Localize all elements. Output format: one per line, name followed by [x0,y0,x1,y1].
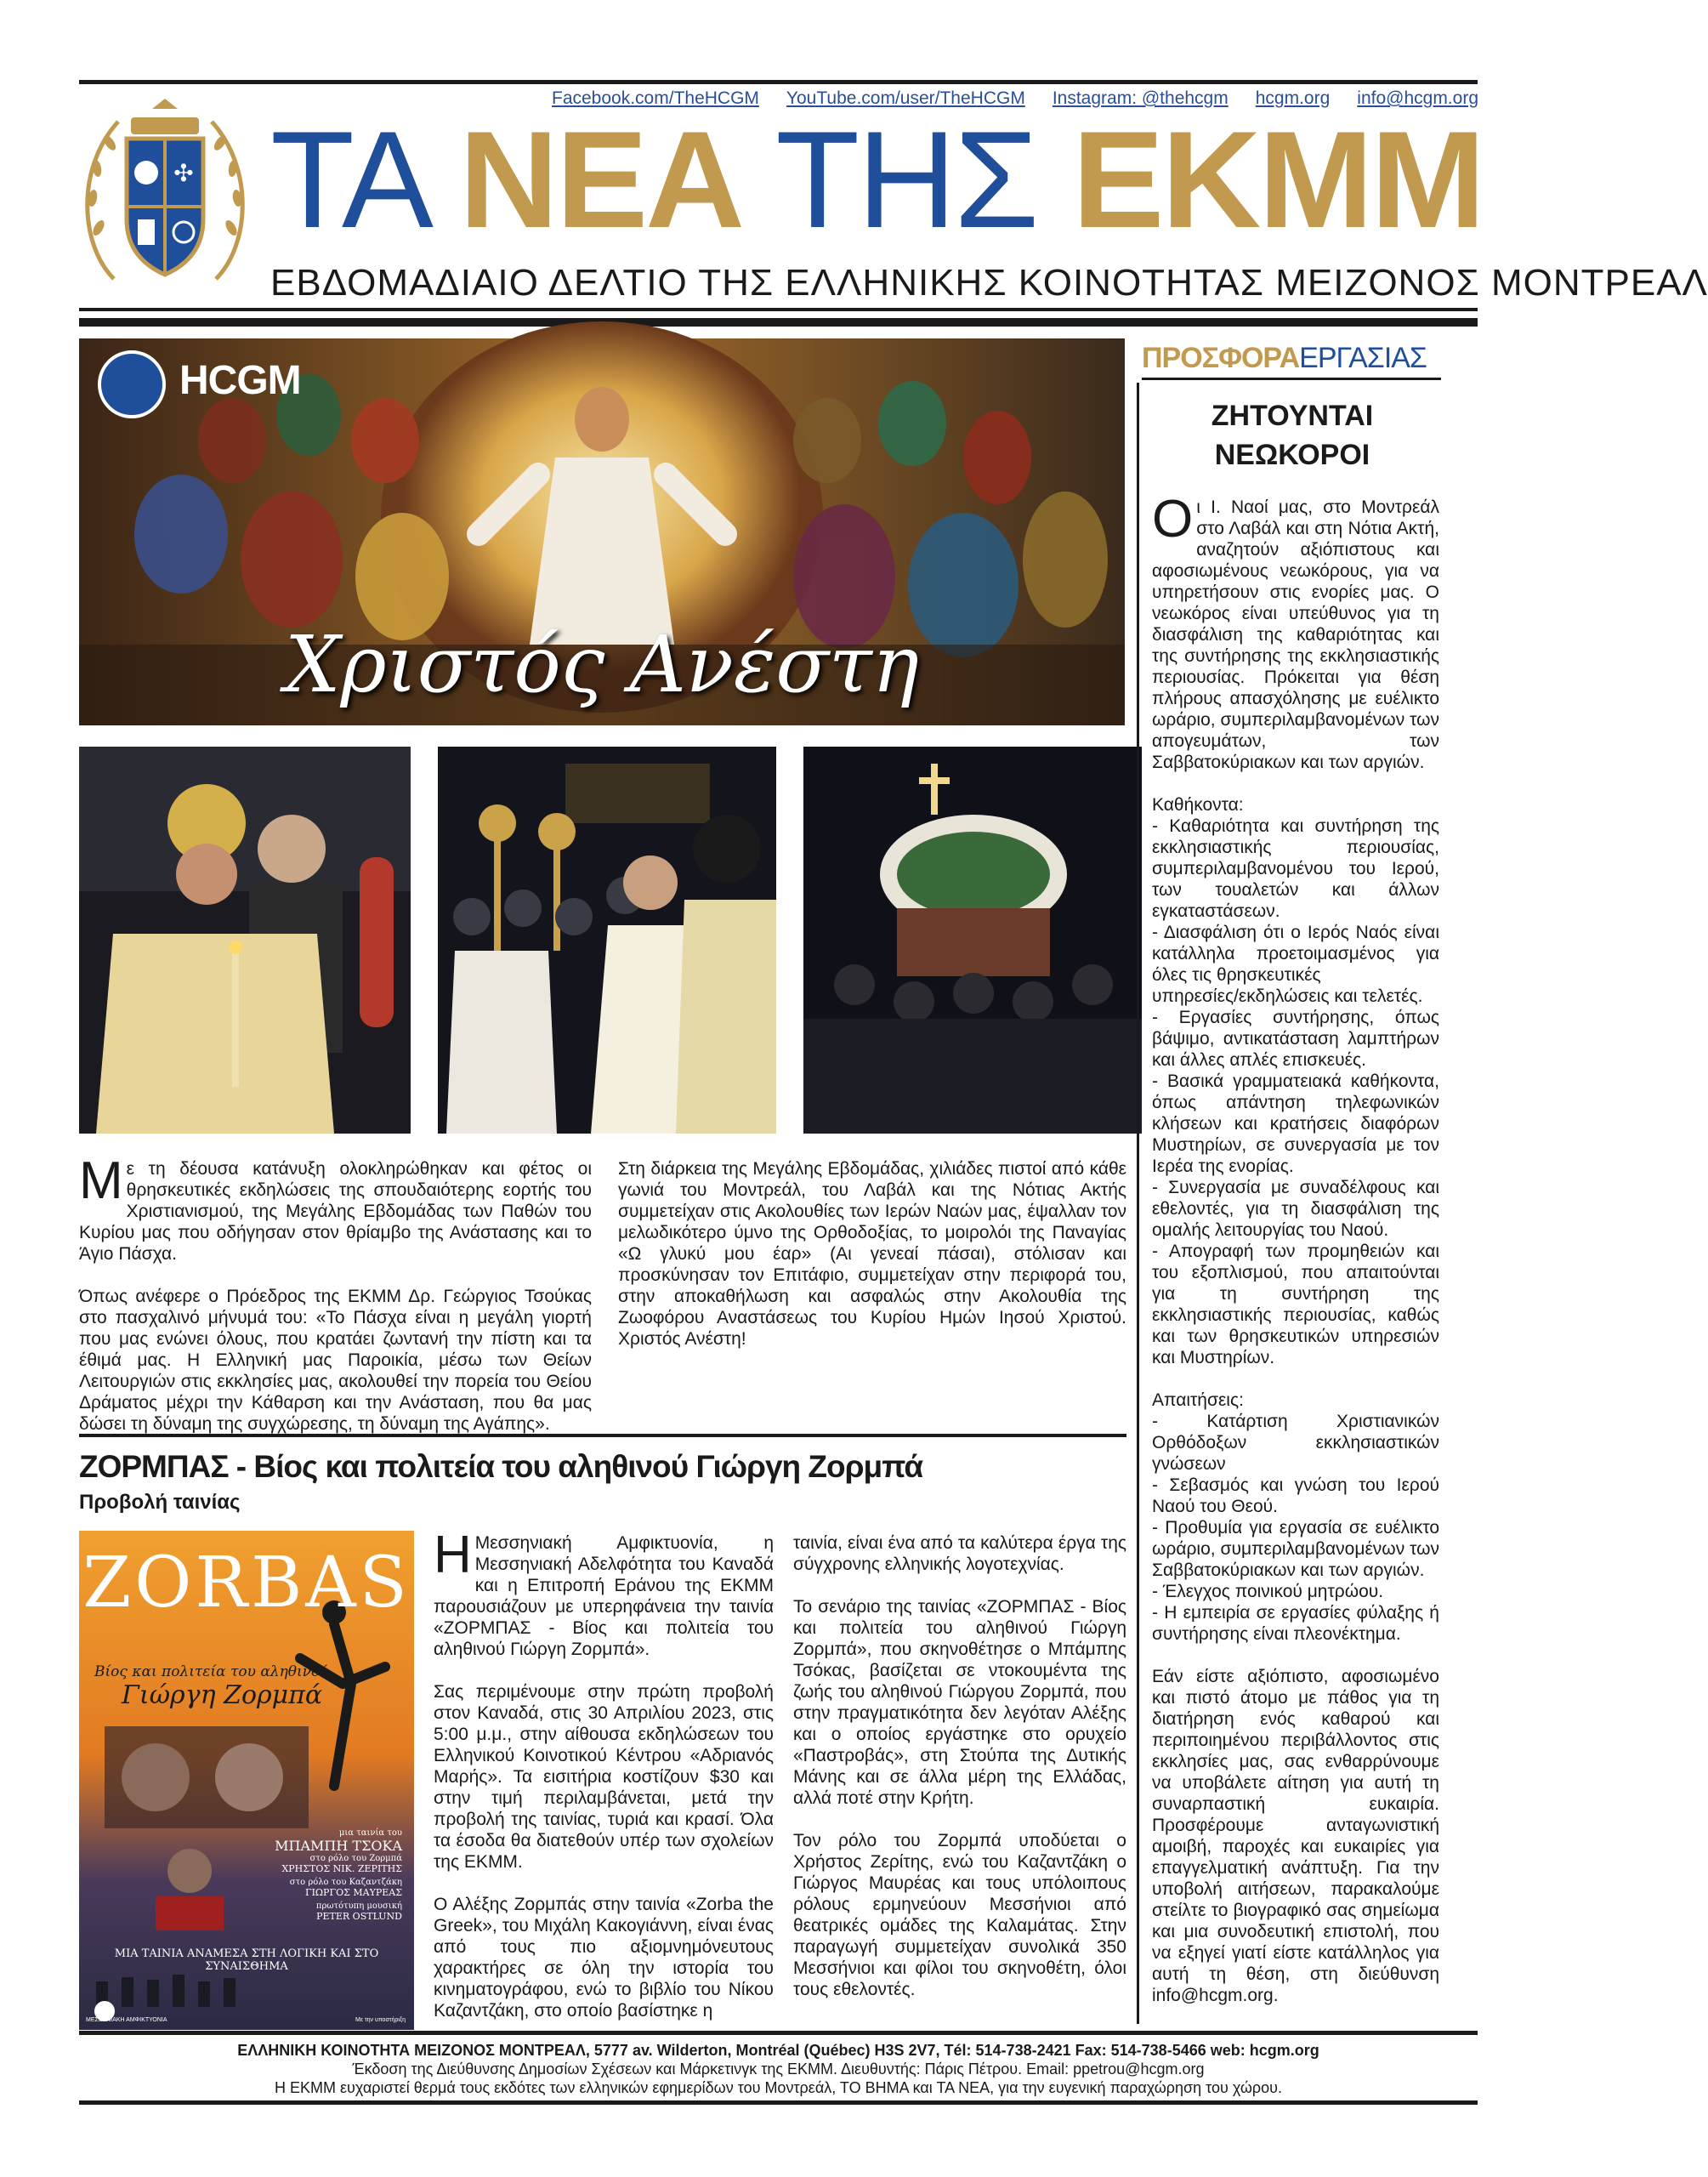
header-top-rule [79,80,1478,84]
article2-title: ΖΟΡΜΠΑΣ - Βίος και πολιτεία του αληθινού Γιώργη Ζορμπά [79,1449,923,1484]
duty-item: - Βασικά γραμματειακά καθήκοντα, όπως απάντηση τηλεφωνικών κλήσεων και κρατήσεις διαφόρων Μυστηρίων, σε συνεργασία με τον Ιερέα της ενορίας. [1152,1071,1439,1176]
svg-text:✣: ✣ [173,159,194,187]
youtube-link[interactable]: YouTube.com/user/TheHCGM [786,88,1025,108]
duty-item: υπηρεσίες/εκδηλώσεις και τελετές. [1152,986,1423,1006]
article2-column-1: Η Μεσσηνιακή Αμφικτυονία, η Μεσσηνιακή Αδελφότητα του Καναδά και η Επιτροπή Εράνου της ΕΚΜΜ παρουσιάζουν με υπερηφάνεια την ταινία «ΖΟΡΜΠΑΣ - Βίος και πολιτεία του αληθινού Γιώργη Ζορμπά». Σας περιμένουμε στην πρώτη προβολή στον Καναδά, στις 30 Απριλίου 2023, στις 5:00 μ.μ., στην αίθουσα εκδηλώσεων του Ελληνικού Κοινοτικού Κέντρου «Αδριανός Μαρής». Τα εισιτήρια κοστίζουν $30 και στην τιμή περιλαμβάνεται, μετά την προβολή της ταινίας, τυριά και κρασί. Όλα τα έσοδα θα διατεθούν υπέρ των σχολείων της ΕΚΜΜ. Ο Αλέξης Ζορμπάς στην ταινία «Zorba the Greek», του Μιχάλη Κακογιάννη, είναι ένας από τους πιο αξιομνημόνευτους χαρακτήρες σε όλη την ιστορία του κινηματογράφου, ενώ το βιβλίο του Νίκου Καζαντζάκη, στο οποίο βασίστηκε η [434,1526,774,2021]
hero-image-resurrection-icon [79,338,1125,725]
footer-thanks: Η ΕΚΜΜ ευχαριστεί θερμά τους εκδότες των ελληνικών εφημερίδων του Μοντρεάλ, ΤΟ ΒΗΜΑ και ΤΑ ΝΕΑ, για την ευγενική παραχώρηση του χώρου. [274,2079,1282,2096]
requirement-item: - Έλεγχος ποινικού μητρώου. [1152,1582,1384,1601]
article2-subtitle: Προβολή ταινίας [79,1491,241,1514]
footer-top-rule [79,2031,1478,2035]
poster-title: ZORBAS [82,1543,411,1623]
footer [79,2041,1478,2097]
job-title: ΖΗΤΟΥΝΤΑΙ ΝΕΩΚΟΡΟΙ [1211,400,1374,471]
footer-address: ΕΛΛΗΝΙΚΗ ΚΟΙΝΟΤΗΤΑ ΜΕΙΖΟΝΟΣ ΜΟΝΤΡΕΑΛ, 5777 av. Wilderton, Montréal (Québec) H3S 2V7, Tél: 514-738-2421 Fax: 514-738-5466 web: hcgm.org [237,2042,1319,2059]
facebook-link[interactable]: Facebook.com/TheHCGM [552,88,759,108]
duties-label: Καθήκοντα: [1152,795,1244,815]
photo-epitaphios-procession [803,747,1142,1134]
duty-item: - Εργασίες συντήρησης, όπως βάψιμο, αντικατάσταση λαμπτήρων και άλλες απλές επισκευές. [1152,1008,1439,1070]
article2-column-2: ταινία, είναι ένα από τα καλύτερα έργα της σύγχρονης ελληνικής λογοτεχνίας. Το σενάριο της ταινίας «ΖΟΡΜΠΑΣ - Βίος και πολιτεία του αληθινού Γιώργη Ζορμπά», που σκηνοθέτησε ο Μπάμπης Τσόκας, βασίζεται σε ντοκουμέντα της ζωής του αληθινού Γιώργου Ζορμπά, που στην πραγματικότητα δεν λεγόταν Αλέξης και ο οποίος εργάστηκε στο ορυχείο «Παστροβάς», στη Στούπα της Δυτικής Μάνης και σε άλλα μέρη της Ελλάδας, αλλά ποτέ στην Κρήτη. Τον ρόλο του Ζορμπά υποδύεται ο Χρήστος Ζερίτης, ενώ του Καζαντζάκη ο Γιώργος Μαυρέας και τους υπόλοιπους ρόλους ερμηνεύουν Μεσσήνιοι από θεατρικές ομάδες της Καλαμάτας. Στην παραγωγή συμμετείχαν συνολικά 350 Μεσσήνιοι και φίλοι του σκηνοθέτη, όλοι τους εθελοντές. [793,1533,1126,1999]
poster-footer-right: Με την υποστήριξη [355,2017,406,2023]
zorbas-poster-image [79,1531,414,2030]
hcgm-badge-icon [98,350,166,418]
website-link[interactable]: hcgm.org [1255,88,1331,108]
requirement-item: - Η εμπειρία σε εργασίες φύλαξης ή συντήρησης είναι πλεονέκτημα. [1152,1603,1439,1644]
job-body: Οι Ι. Ναοί μας, στο Μοντρεάλ στο Λαβάλ και στη Νότια Ακτή, αναζητούν αξιόπιστους και αφοσιωμένους νεωκόρους, για να υπηρετήσουν στις ενορίες μας. Ο νεωκόρος είναι υπεύθυνος για τη διασφάλιση της καθαριότητας και της συντήρησης της εκκλησιαστικής περιουσίας. Πρόκειται για θέση πλήρους απασχόλησης με ευέλικτο ωράριο, συμπεριλαμβανομένων των απογευμάτων, των Σαββατοκύριακων και των αργιών. Καθήκοντα: - Καθαριότητα και συντήρηση της εκκλησιαστικής περιουσίας, συμπεριλαμβανομένου του Ιερού, των τουαλετών και άλλων εγκαταστάσεων. - Διασφάλιση ότι ο Ιερός Ναός είναι κατάλληλα προετοιμασμένος για όλες τις θρησκευτικές υπηρεσίες/εκδηλώσεις και τελετές. - Εργασίες συντήρησης, όπως βάψιμο, αντικατάσταση λαμπτήρων και άλλες απλές επισκευές. - Βασικά γραμματειακά καθήκοντα, όπως απάντηση τηλεφωνικών κλήσεων και κρατήσεις διαφόρων Μυστηρίων, σε συνεργασία με τον Ιερέα της ενορίας. - Συνεργασία με συναδέλφους και εθελοντές, για τη διασφάλιση της ομαλής λειτουργίας του Ναού. - Απογραφή των προμηθειών και του εξοπλισμού, που απαιτούνται για τη συντήρηση της εκκλησιαστικής περιουσίας, καθώς και των θρησκευτικών υπηρεσιών και Μυστηρίων. Απαιτήσεις: - Κατάρτιση Χριστιανικών Ορθόδοξων εκκλησιαστικών γνώσεων - Σεβασμός και γνώση του Ιερού Ναού του Θεού. - Προθυμία για εργασία σε ευέλικτο ωράριο, συμπεριλαμβανομένων των Σαββατοκύριακων και των αργιών. - Έλεγχος ποινικού μητρώου. - Η εμπειρία σε εργασίες φύλαξης ή συντήρησης είναι πλεονέκτημα. Εάν είστε αξιόπιστο, αφοσιωμένο και πιστό άτομο με πάθος για τη διατήρηση ενός καθαρού και περιποιημένου περιβάλλοντος στις εκκλησίες μας, σας ενθαρρύνουμε να υποβάλετε αίτηση για αυτή τη συναρπαστική ευκαιρία. Προσφέρουμε ανταγωνιστική αμοιβή, παροχές και ευκαιρίες για επαγγελματική ανάπτυξη. Για την υποβολή αιτήσεων, παρακαλούμε στείλτε το βιογραφικό σας σημείωμα και μια συνοδευτική επιστολή, που να εξηγεί γιατί είστε κατάλληλος για αυτή τη θέση, στη διεύθυνση info@hcgm.org. [1152,490,1439,2005]
email-link[interactable]: info@hcgm.org [1357,88,1478,108]
section-rule [79,1434,1126,1437]
duty-item: - Καθαριότητα και συντήρηση της εκκλησιαστικής περιουσίας, συμπεριλαμβανομένου του Ιερού, των τουαλετών και άλλων εγκαταστάσεων. [1152,816,1439,921]
requirement-item: - Σεβασμός και γνώση του Ιερού Ναού του Θεού. [1152,1475,1439,1516]
poster-credits: μια ταινία του ΜΠΑΜΠΗ ΤΣΟΚΑ στο ρόλο του Ζορμπά ΧΡΗΣΤΟΣ ΝΙΚ. ΖΕΡΙΤΗΣ στο ρόλο του Καζαντζάκη ΓΙΩΡΓΟΣ ΜΑΥΡΕΑΣ πρωτότυπη μουσική PETER OSTLUND [275,1828,402,1922]
article1-column-1: Με τη δέουσα κατάνυξη ολοκληρώθηκαν και φέτος οι θρησκευτικές εκδηλώσεις της σπουδαιότερης εορτής του Χριστιανισμού, της Μεγάλης Εβδομάδας των Παθών του Κυρίου μας που οδήγησαν στον θρίαμβο της Ανάστασης και το Άγιο Πάσχα. Όπως ανέφερε ο Πρόεδρος της ΕΚΜΜ Δρ. Γεώργιος Τσούκας στο πασχαλινό μήνυμά του: «Το Πάσχα είναι η μεγάλη γιορτή που μας ενώνει όλους, που κρατάει ζωντανή την πίστη και τα έθιμά μας. Η Ελληνική μας Παροικία, μέσω των Θείων Λειτουργιών στις εκκλησίες μας, ακολουθεί την πορεία του Θείου Δράματος μέχρι την Κάθαρση και την Ανάσταση, που θα μας δώσει τη δύναμη της συγχώρεσης, τη δύναμη της Αγάπης». [79,1151,592,1434]
hero-caption: Χριστός Ανέστη [284,619,920,710]
photo-procession-street [438,747,776,1134]
duty-item: - Συνεργασία με συναδέλφους και εθελοντές, για τη διασφάλιση της ομαλής λειτουργίας του Ναού. [1152,1178,1439,1240]
article2-drop-cap: Η [434,1526,472,1584]
header-rule-2 [79,318,1478,327]
photo-priest-with-candle [79,747,411,1134]
side-column-divider [1137,383,1139,2024]
header-rule-1 [79,308,1478,311]
poster-banner: ΜΙΑ ΤΑΙΝΙΑ ΑΝΑΜΕΣΑ ΣΤΗ ΛΟΓΙΚΗ ΚΑΙ ΣΤΟ ΣΥΝΑΙΣΘΗΜΑ [114,1947,379,1973]
hero-brand: HCGM [179,358,301,403]
masthead-title: ΤΑ ΝΕΑ ΤΗΣ ΕΚΜΜ [270,103,1484,257]
article1-drop-cap: Μ [79,1151,123,1210]
instagram-link[interactable]: Instagram: @thehcgm [1052,88,1229,108]
footer-publisher: Έκδοση της Διεύθυνσης Δημοσίων Σχέσεων και Μάρκετινγκ της ΕΚΜΜ. Διευθυντής: Πάρις Πέτρου. Email: ppetrou@hcgm.org [352,2060,1205,2078]
poster-tagline-1: Βίος και πολιτεία του αληθινού [94,1663,329,1680]
duty-item: - Διασφάλιση ότι ο Ιερός Ναός είναι κατάλληλα προετοιμασμένος για όλες τις θρησκευτικές [1152,923,1439,985]
poster-footer-left: ΜΕΣΣΗΝΙΑΚΗ ΑΜΦΙΚΤΥΟΝΙΑ [86,2017,167,2023]
job-section-header: ΠΡΟΣΦΟΡΑΕΡΓΑΣΙΑΣ [1142,342,1427,374]
job-drop-cap: Ο [1152,490,1194,549]
masthead-subtitle: ΕΒΔΟΜΑΔΙΑΙΟ ΔΕΛΤΙΟ ΤΗΣ ΕΛΛΗΝΙΚΗΣ ΚΟΙΝΟΤΗΤΑΣ ΜΕΙΖΟΝΟΣ ΜΟΝΤΡΕΑΛ [270,262,1708,304]
job-closing: Εάν είστε αξιόπιστο, αφοσιωμένο και πιστό άτομο με πάθος για τη διατήρηση ενός καθαρού και περιποιημένου περιβάλλοντος στις εκκλησίες μας, σας ενθαρρύνουμε να υποβάλετε αίτηση για αυτή τη συναρπαστική ευκαιρία. Προσφέρουμε ανταγωνιστική αμοιβή, παροχές και ευκαιρίες για επαγγελματική ανάπτυξη. Για την υποβολή αιτήσεων, παρακαλούμε στείλτε το βιογραφικό σας σημείωμα και μια συνοδευτική επιστολή, που να εξηγεί γιατί είστε κατάλληλος για αυτή τη θέση, στη διεύθυνση info@hcgm.org. [1152,1667,1439,2005]
requirement-item: - Κατάρτιση Χριστιανικών Ορθόδοξων εκκλησιαστικών γνώσεων [1152,1412,1439,1474]
requirements-label: Απαιτήσεις: [1152,1390,1244,1410]
footer-bottom-rule [79,2100,1478,2105]
poster-tagline-2: Γιώργη Ζορμπά [122,1680,323,1710]
duty-item: - Απογραφή των προμηθειών και του εξοπλισμού, που απαιτούνται για τη συντήρηση της εκκλησιαστικής περιουσίας, καθώς και των θρησκευτικών υπηρεσιών και Μυστηρίων. [1152,1242,1439,1367]
hcgm-logo [80,92,250,296]
requirement-item: - Προθυμία για εργασία σε ευέλικτο ωράριο, συμπεριλαμβανομένων των Σαββατοκύριακων και των αργιών. [1152,1518,1439,1580]
article1-column-2: Στη διάρκεια της Μεγάλης Εβδομάδας, χιλιάδες πιστοί από κάθε γωνιά του Μοντρεάλ, του Λαβάλ και της Νότιας Ακτής συμμετείχαν στις Ακολουθίες των Ιερών Ναών μας, έψαλλαν τον μελωδικότερο ύμνο της Ορθοδοξίας, το μοιρολόι της Παναγίας «Ω γλυκύ μου έαρ» (Αι γενεαί πάσαι), στόλισαν και προσκύνησαν τον Επιτάφιο, συμμετείχαν στην περιφορά του, στην αποκαθήλωση και ασφαλώς στην Ακολουθία της Ζωοφόρου Αναστάσεως του Κυρίου Ημών Ιησού Χριστού. Χριστός Ανέστη! [618,1159,1126,1349]
job-header-rule [1142,378,1441,380]
